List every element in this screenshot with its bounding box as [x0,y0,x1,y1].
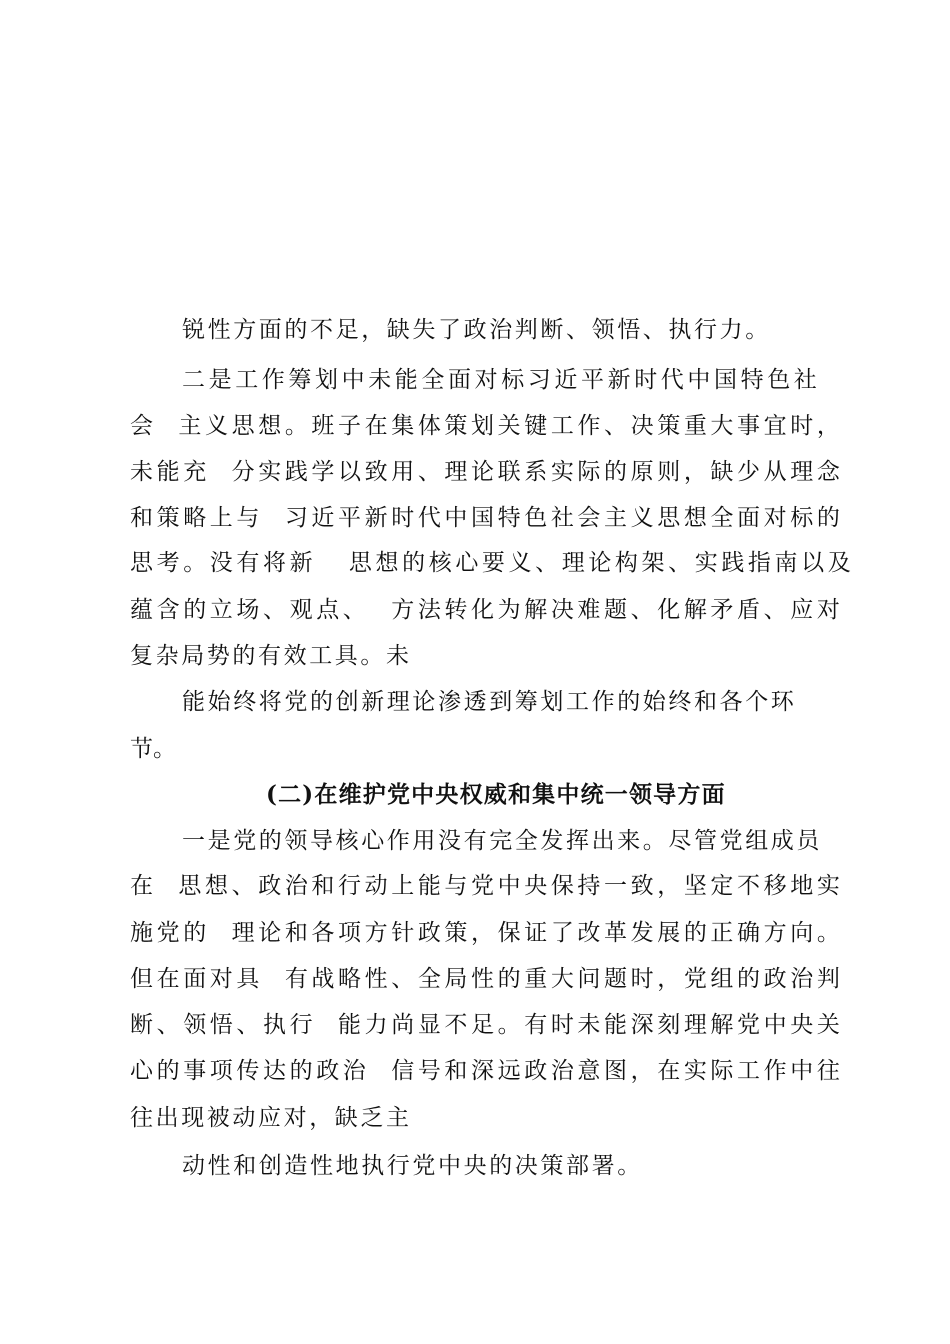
paragraph-line: 锐性方面的不足，缺失了政治判断、领悟、执行力。 [182,317,771,343]
paragraph-line: 复杂局势的有效工具。未 [130,643,412,669]
paragraph-line: 动性和创造性地执行党中央的决策部署。 [182,1153,643,1179]
paragraph-line: 会 主义思想。班子在集体策划关键工作、决策重大事宜时， [130,413,844,439]
paragraph-line: 节。 [130,736,176,762]
paragraph-line: 在 思想、政治和行动上能与党中央保持一致，坚定不移地实 [130,873,844,899]
paragraph-line: 二是工作筹划中未能全面对标习近平新时代中国特色社 [182,367,821,393]
paragraph-line: 思考。没有将新 思想的核心要义、理论构架、实践指南以及 [130,550,855,576]
paragraph-line: 心的事项传达的政治 信号和深远政治意图，在实际工作中往 [130,1058,844,1084]
paragraph-line: 未能充 分实践学以致用、理论联系实际的原则，缺少从理念 [130,459,844,485]
paragraph-line: 一是党的领导核心作用没有完全发挥出来。尽管党组成员 [182,828,822,854]
paragraph-line: 往出现被动应对，缺乏主 [130,1105,412,1131]
section-heading: (二)在维护党中央权威和集中统一领导方面 [266,781,726,808]
paragraph-line: 断、领悟、执行 能力尚显不足。有时未能深刻理解党中央关 [130,1012,844,1038]
paragraph-line: 和策略上与 习近平新时代中国特色社会主义思想全面对标的 [130,505,844,531]
paragraph-line: 蕴含的立场、观点、 方法转化为解决难题、化解矛盾、应对 [130,597,844,623]
paragraph-line: 但在面对具 有战略性、全局性的重大问题时，党组的政治判 [130,966,844,992]
paragraph-line: 能始终将党的创新理论渗透到筹划工作的始终和各个环 [182,689,797,715]
paragraph-line: 施党的 理论和各项方针政策，保证了改革发展的正确方向。 [130,920,844,946]
